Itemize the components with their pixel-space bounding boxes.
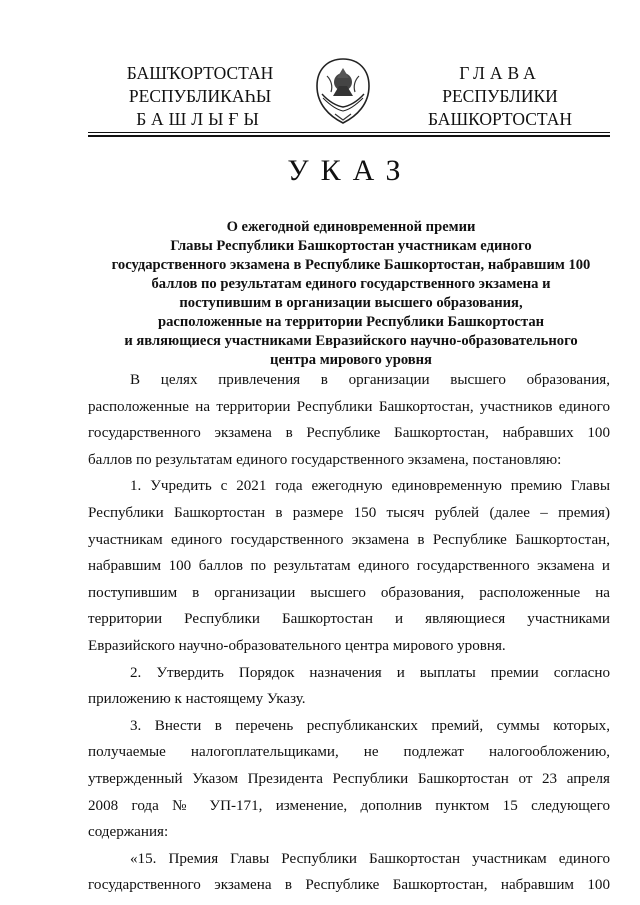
body-line: содержания: <box>88 824 169 841</box>
body-line: Евразийского научно-образовательного центра мирового уровня. <box>88 637 506 654</box>
body-line: Республики Башкортостан в размере 150 тысяч рублей (далее – премия) <box>88 504 610 521</box>
body-line: поступившим в организации высшего образования, расположенные на <box>88 584 610 601</box>
body-line: баллов по результатам единого государственного экзамена, постановляю: <box>88 451 562 468</box>
body-line: утвержденный Указом Президента Республики Башкортостан от 23 апреля <box>88 770 610 787</box>
subject-line: баллов по результатам единого государственного экзамена и <box>151 276 551 292</box>
header-left-bashkir <box>105 62 295 131</box>
document-body <box>88 367 610 899</box>
body-line: набравшим 100 баллов по результатам единого государственного экзамена и <box>88 558 610 575</box>
body-line: государственного экзамена в Республике Башкортостан, набравшим 100 <box>88 877 610 894</box>
header-left-line-3: БАШЛЫҒЫ <box>136 109 264 129</box>
item-1-paragraph <box>88 473 610 659</box>
body-line: «15. Премия Главы Республики Башкортостан участникам единого <box>130 850 610 867</box>
header-right-russian <box>405 62 595 131</box>
body-line: государственного экзамена в Республике Башкортостан, набравших 100 <box>88 425 610 442</box>
subject-line: государственного экзамена в Республике Башкортостан, набравшим 100 <box>111 257 591 273</box>
body-line: 3. Внести в перечень республиканских премий, суммы которых, <box>130 717 610 734</box>
body-line: участникам единого государственного экзамена в Республике Башкортостан, <box>88 531 610 548</box>
header-left-line-2: РЕСПУБЛИКАҺЫ <box>128 86 272 106</box>
document-type-title: УКАЗ <box>287 154 413 187</box>
subject-line: Главы Республики Башкортостан участникам единого <box>170 238 532 254</box>
item-3-paragraph <box>88 713 610 846</box>
subject-line: центра мирового уровня <box>270 352 432 368</box>
subject-line: поступившим в организации высшего образования, <box>179 295 523 311</box>
header-right-line-1: ГЛАВА <box>459 63 541 83</box>
body-line: получаемые налогоплательщиками, не подлежат налогообложению, <box>88 744 610 761</box>
header-right-line-2: РЕСПУБЛИКИ <box>442 86 558 106</box>
subject-line: О ежегодной единовременной премии <box>226 219 476 235</box>
coat-of-arms-icon <box>313 56 373 126</box>
body-line: расположенные на территории Республики Башкортостан, участников единого <box>88 398 610 415</box>
document-subject <box>88 218 614 370</box>
body-line: территории Республики Башкортостан и являющиеся участниками <box>88 611 610 628</box>
body-line: 2008 года № УП-171, изменение, дополнив пунктом 15 следующего <box>88 797 610 814</box>
intro-paragraph <box>88 367 610 473</box>
item-15-paragraph <box>88 846 610 899</box>
body-line: приложению к настоящему Указу. <box>88 691 306 708</box>
header-left-line-1: БАШҠОРТОСТАН <box>126 63 274 83</box>
subject-line: расположенные на территории Республики Башкортостан <box>157 314 545 330</box>
item-2-paragraph <box>88 660 610 713</box>
header-right-line-3: БАШКОРТОСТАН <box>427 109 572 129</box>
header-divider-thick <box>88 135 610 137</box>
header-divider-thin <box>88 132 610 133</box>
body-line: 2. Утвердить Порядок назначения и выплаты премии согласно <box>130 664 610 681</box>
body-line: В целях привлечения в организации высшего образования, <box>130 372 610 388</box>
body-line: 1. Учредить с 2021 года ежегодную единовременную премию Главы <box>130 478 610 495</box>
subject-line: и являющиеся участниками Евразийского научно-образовательного <box>124 333 578 349</box>
